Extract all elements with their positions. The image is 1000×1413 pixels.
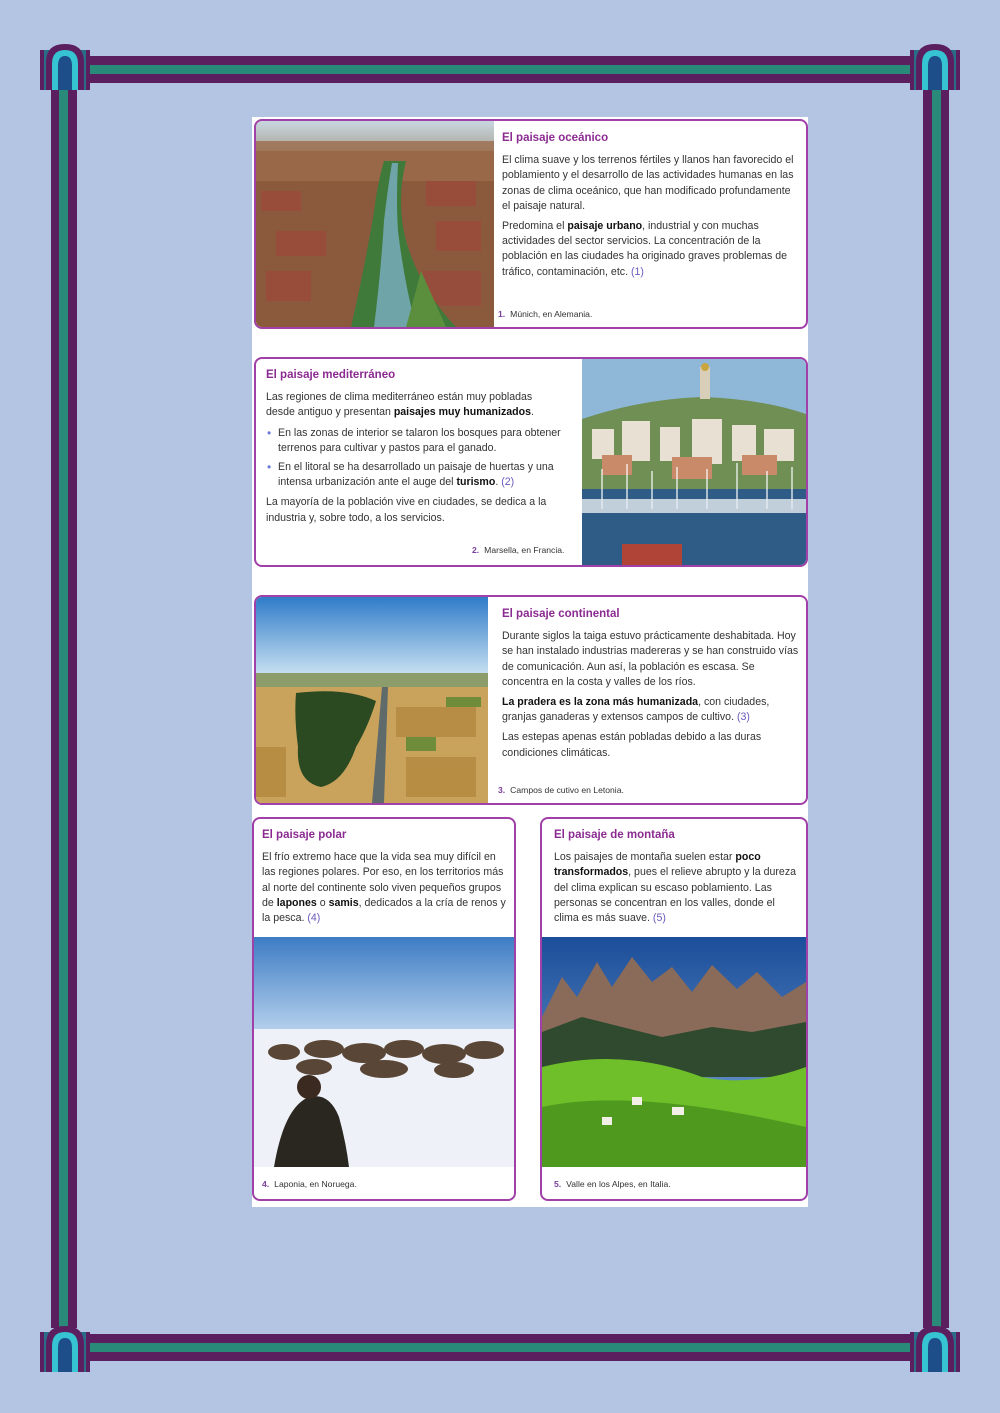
paragraph: Las regiones de clima mediterráneo están muy pobladas desde antiguo y presentan paisajes muy humanizados. xyxy=(266,391,534,419)
figure-reference: (4) xyxy=(307,912,321,925)
section-continental xyxy=(254,595,808,805)
photo-caption: 4. Laponia, en Noruega. xyxy=(262,1179,357,1189)
paragraph: El frío extremo hace que la vida sea muy difícil en las regiones polares. Por eso, en los territorios más al norte del continente solo viven pequeños grupos de lapones o samis, dedicados a la cría de renos y la pesca. (4) xyxy=(262,851,506,925)
photo-letonia xyxy=(256,597,488,803)
section-title: El paisaje polar xyxy=(262,829,347,841)
section-oceanico xyxy=(254,119,808,329)
paragraph: Durante siglos la taiga estuvo prácticamente deshabitada. Hoy se han instalado industrias madereras y se han construido vías de comunicación. Aun así, la población es escasa. Se concentra en la costa y valles de los ríos. xyxy=(502,630,799,688)
paragraph: Las estepas apenas están pobladas debido a las duras condiciones climáticas. xyxy=(502,731,762,759)
section-polar xyxy=(252,817,516,1201)
bullet-list xyxy=(266,426,561,491)
photo-marsella xyxy=(582,359,806,565)
figure-reference: (3) xyxy=(736,711,750,724)
paragraph: El clima suave y los terrenos fértiles y llanos han favorecido el poblamiento y el desarrollo de las actividades humanas en las zonas de clima oceánico, que han modificado profundamente el paisaje natural. xyxy=(502,154,794,212)
textbook-page xyxy=(252,117,808,1207)
arch-ornament-icon xyxy=(40,1322,90,1372)
arch-ornament-icon xyxy=(910,40,960,90)
section-title: El paisaje de montaña xyxy=(554,829,675,841)
section-montana xyxy=(540,817,808,1201)
figure-reference: (2) xyxy=(501,476,515,489)
arch-ornament-icon xyxy=(40,40,90,90)
section-title: El paisaje oceánico xyxy=(502,132,609,144)
section-mediterraneo xyxy=(254,357,808,567)
list-item: • En las zonas de interior se talaron los bosques para obtener terrenos para cultivar y pastos para el ganado. xyxy=(278,426,561,456)
photo-alpes xyxy=(542,937,806,1167)
photo-caption: 2. Marsella, en Francia. xyxy=(472,545,565,555)
photo-caption: 3. Campos de cutivo en Letonia. xyxy=(498,785,624,795)
photo-munich xyxy=(256,121,494,327)
paragraph: Los paisajes de montaña suelen estar poco transformados, pues el relieve abrupto y la dureza del clima explican su escaso poblamiento. Las personas se concentran en los valles, donde el clima es más suave. (5) xyxy=(554,851,797,925)
figure-reference: (1) xyxy=(630,265,644,278)
paragraph: La mayoría de la población vive en ciudades, se dedica a la industria y, sobre todo, a los servicios. xyxy=(266,496,547,524)
photo-laponia xyxy=(254,937,514,1167)
photo-caption: 1. Múnich, en Alemania. xyxy=(498,309,593,319)
arch-ornament-icon xyxy=(910,1322,960,1372)
photo-caption: 5. Valle en los Alpes, en Italia. xyxy=(554,1179,671,1189)
paragraph: La pradera es la zona más humanizada, con ciudades, granjas ganaderas y extensos campos de cultivo. (3) xyxy=(502,696,770,724)
paragraph: Predomina el paisaje urbano, industrial y con muchas actividades del sector servicios. La concentración de la población en las ciudades ha originado graves problemas de tráfico, contaminación, etc. (1) xyxy=(502,220,788,278)
figure-reference: (5) xyxy=(652,912,666,925)
section-title: El paisaje mediterráneo xyxy=(266,369,396,381)
list-item: • En el litoral se ha desarrollado un paisaje de huertas y una intensa urbanización ante el auge del turismo. (2) xyxy=(278,460,561,490)
section-title: El paisaje continental xyxy=(502,608,620,620)
